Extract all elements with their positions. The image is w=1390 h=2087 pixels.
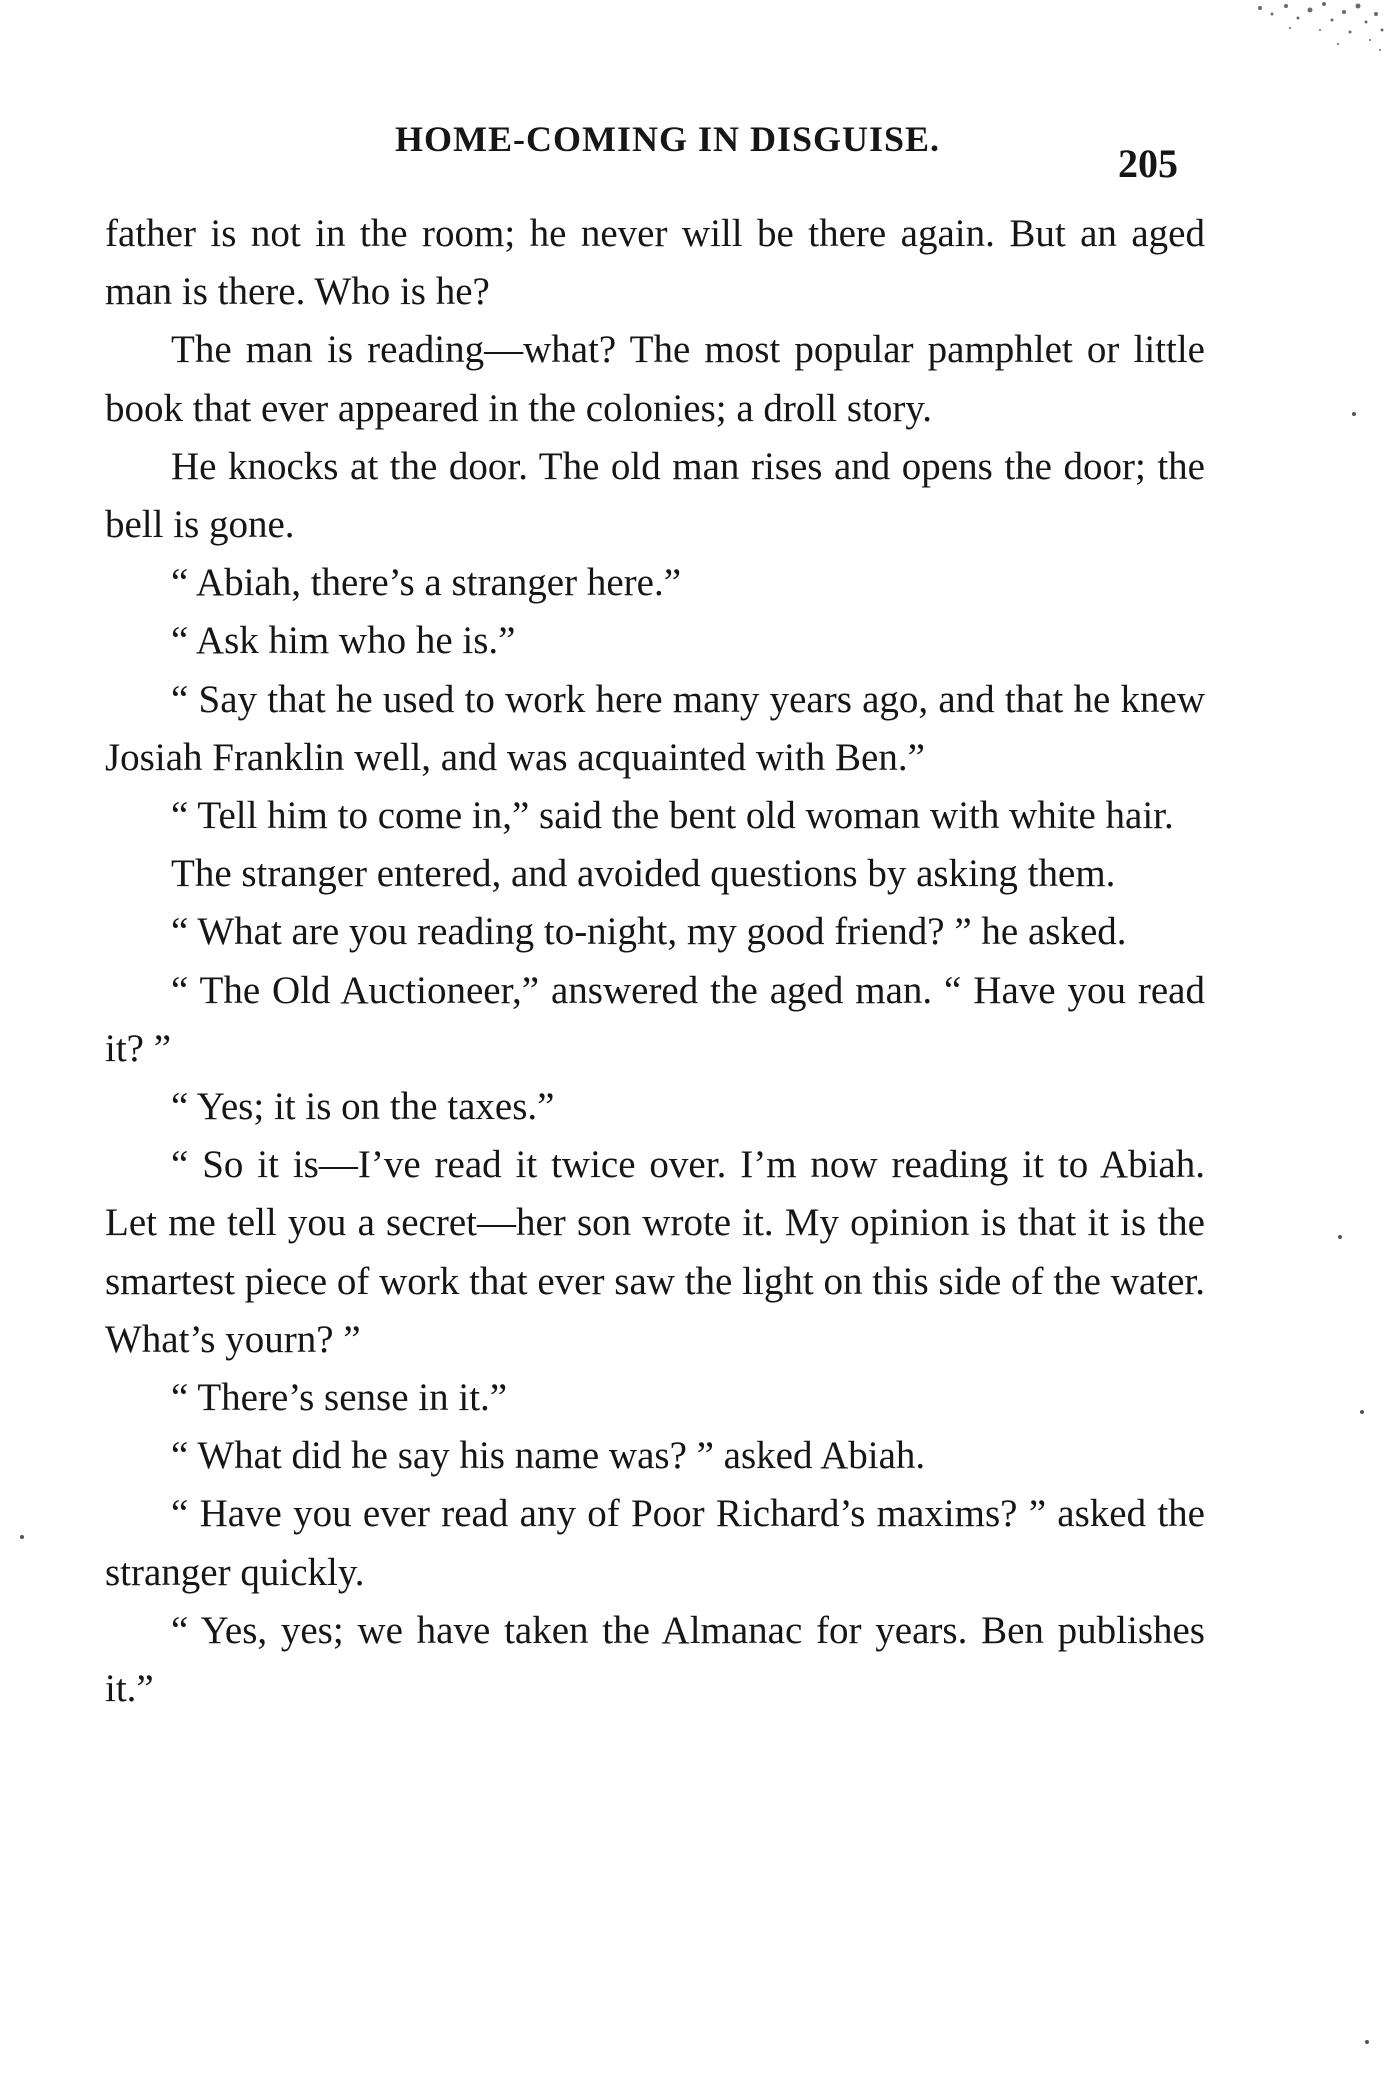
page-number: 205 (1118, 141, 1178, 186)
paragraph: The man is reading—what? The most popular pamphlet or little book that ever appeared in the colonies; a droll story. (105, 328, 1205, 430)
stray-mark (1360, 1410, 1364, 1414)
paragraph: “ The Old Auctioneer,” answered the aged man. “ Have you read it? ” (105, 968, 1205, 1070)
paragraph: “ Have you ever read any of Poor Richard’s maxims? ” asked the stranger quickly. (105, 1492, 1205, 1594)
stray-mark (1352, 412, 1356, 416)
paragraph: “ So it is—I’ve read it twice over. I’m now reading it to Abiah. Let me tell you a secret—her son wrote it. My opinion is that it is the smartest piece of work that ever saw the light on this side of the water. What’s yourn? ” (105, 1143, 1205, 1361)
stray-mark (1338, 1235, 1342, 1239)
running-head (0, 118, 1390, 186)
paragraph: “ Ask him who he is.” (171, 619, 516, 663)
paragraph: “ Tell him to come in,” said the bent old woman with white hair. (171, 794, 1174, 838)
stray-mark (20, 1535, 24, 1539)
paragraph: “ Yes; it is on the taxes.” (171, 1085, 555, 1129)
running-title: HOME-COMING IN DISGUISE. (395, 119, 941, 159)
body-text (105, 205, 1205, 1718)
paragraph: “ Say that he used to work here many years ago, and that he knew Josiah Franklin well, and was acquainted with Ben.” (105, 677, 1205, 779)
paragraph: “ Yes, yes; we have taken the Almanac for years. Ben publishes it.” (105, 1608, 1205, 1711)
paragraph: “ What did he say his name was? ” asked Abiah. (171, 1434, 926, 1478)
paragraph: He knocks at the door. The old man rises and opens the door; the bell is gone. (105, 444, 1205, 547)
paragraph: “ What are you reading to-night, my good friend? ” he asked. (171, 910, 1127, 954)
paragraph: The stranger entered, and avoided questions by asking them. (171, 852, 1116, 896)
paragraph: father is not in the room; he never will be there again. But an aged man is there. Who is he? (105, 212, 1205, 314)
corner-speckle-mark (1220, 0, 1390, 70)
stray-mark (1365, 2040, 1369, 2044)
paragraph: “ Abiah, there’s a stranger here.” (171, 561, 682, 605)
paragraph: “ There’s sense in it.” (171, 1376, 508, 1420)
